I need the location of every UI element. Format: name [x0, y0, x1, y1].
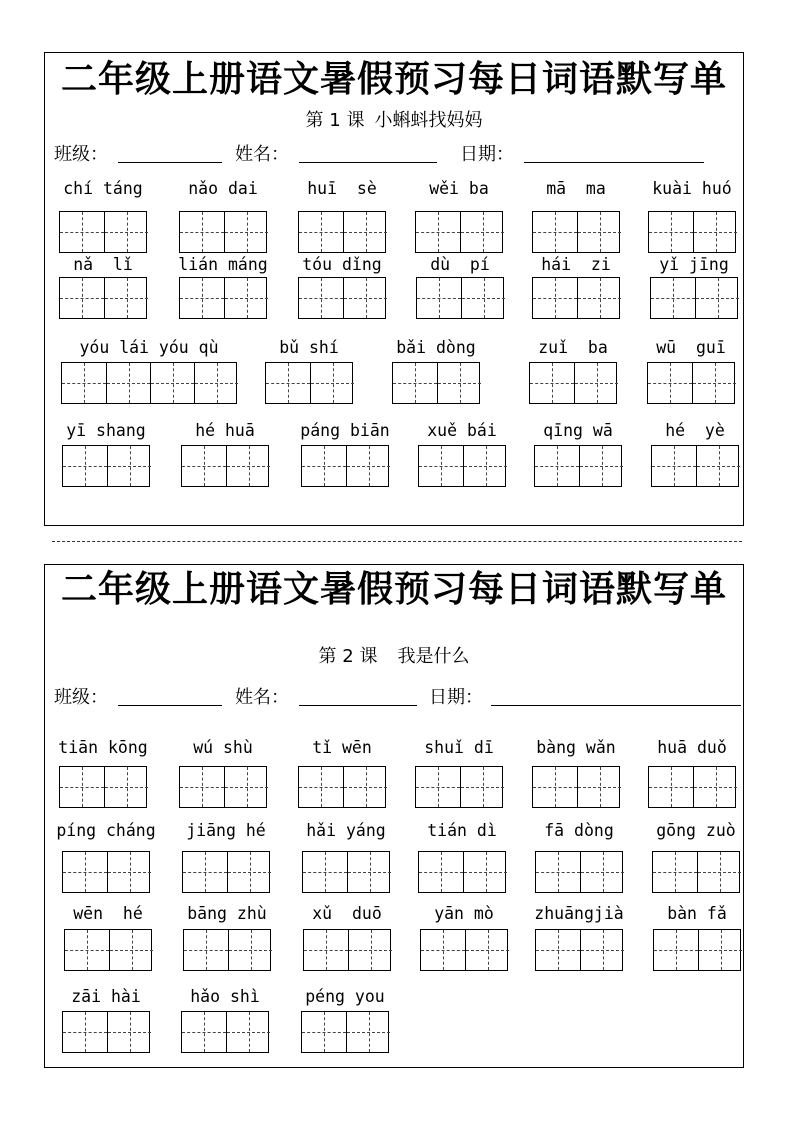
character-cell[interactable]	[266, 363, 310, 403]
character-cell[interactable]	[107, 852, 151, 892]
character-cell[interactable]	[651, 278, 695, 318]
pinyin-label: qīng wā	[543, 421, 613, 440]
character-cell[interactable]	[652, 446, 696, 486]
tianzige-writing-box[interactable]	[182, 851, 270, 893]
pinyin-label: zāi hài	[71, 987, 141, 1006]
character-cell[interactable]	[419, 446, 463, 486]
pinyin-label: huā duǒ	[657, 738, 727, 757]
character-cell[interactable]	[693, 212, 737, 252]
pinyin-label: wēn hé	[73, 904, 143, 923]
character-cell[interactable]	[63, 1012, 107, 1052]
tianzige-writing-box[interactable]	[301, 1011, 389, 1053]
character-cell[interactable]	[577, 212, 621, 252]
character-cell[interactable]	[65, 930, 109, 970]
character-cell[interactable]	[460, 212, 504, 252]
tianzige-writing-box[interactable]	[298, 277, 386, 319]
class-blank[interactable]	[118, 162, 222, 163]
name-label: 姓名：	[235, 144, 289, 165]
character-cell[interactable]	[419, 852, 463, 892]
character-cell[interactable]	[182, 446, 226, 486]
pinyin-label: wú shù	[193, 738, 253, 757]
tianzige-writing-box[interactable]	[179, 766, 267, 808]
character-cell[interactable]	[536, 930, 580, 970]
character-cell[interactable]	[310, 363, 354, 403]
pinyin-label: wěi ba	[429, 179, 489, 198]
tianzige-writing-box[interactable]	[420, 929, 508, 971]
character-cell[interactable]	[653, 852, 697, 892]
pinyin-label: tiān kōng	[58, 738, 148, 757]
character-cell[interactable]	[107, 446, 151, 486]
pinyin-label: tǐ wēn	[312, 738, 372, 757]
character-cell[interactable]	[533, 212, 577, 252]
pinyin-label: gōng zuò	[656, 821, 736, 840]
tianzige-writing-box[interactable]	[301, 445, 389, 487]
worksheet-lesson-2	[44, 564, 744, 1068]
lesson-number: 第 2 课	[318, 646, 378, 667]
pinyin-label: bǔ shí	[279, 338, 339, 357]
character-cell[interactable]	[577, 278, 621, 318]
character-cell[interactable]	[580, 930, 624, 970]
character-cell[interactable]	[228, 930, 272, 970]
student-info-row	[54, 686, 744, 712]
tianzige-writing-box[interactable]	[59, 211, 147, 253]
character-cell[interactable]	[698, 930, 742, 970]
character-cell[interactable]	[649, 212, 693, 252]
character-cell[interactable]	[465, 930, 509, 970]
character-cell[interactable]	[104, 278, 148, 318]
date-blank[interactable]	[524, 162, 704, 163]
lesson-heading	[45, 646, 743, 668]
character-cell[interactable]	[343, 767, 387, 807]
character-cell[interactable]	[416, 212, 460, 252]
character-cell[interactable]	[194, 363, 238, 403]
character-cell[interactable]	[106, 363, 150, 403]
character-cell[interactable]	[150, 363, 194, 403]
lesson-heading	[45, 110, 743, 132]
character-cell[interactable]	[417, 278, 461, 318]
character-cell[interactable]	[574, 363, 618, 403]
tianzige-writing-box[interactable]	[265, 362, 353, 404]
lesson-title: 我是什么	[397, 646, 470, 667]
character-cell[interactable]	[535, 446, 579, 486]
character-cell[interactable]	[180, 212, 224, 252]
tianzige-writing-box[interactable]	[650, 277, 738, 319]
character-cell[interactable]	[463, 446, 507, 486]
name-blank[interactable]	[299, 705, 417, 706]
tianzige-writing-box[interactable]	[179, 211, 267, 253]
character-cell[interactable]	[536, 852, 580, 892]
character-cell[interactable]	[224, 767, 268, 807]
pinyin-label: hái zi	[541, 255, 611, 274]
character-cell[interactable]	[60, 278, 104, 318]
character-cell[interactable]	[62, 363, 106, 403]
character-cell[interactable]	[393, 363, 437, 403]
tianzige-writing-box[interactable]	[62, 851, 150, 893]
pinyin-label: xuě bái	[427, 421, 497, 440]
pinyin-label: bāng zhù	[187, 904, 267, 923]
worksheet-lesson-1	[44, 52, 744, 526]
tianzige-writing-box[interactable]	[418, 445, 506, 487]
pinyin-label: chí táng	[63, 179, 143, 198]
pinyin-label: jiāng hé	[186, 821, 266, 840]
character-cell[interactable]	[226, 1012, 270, 1052]
tianzige-writing-box[interactable]	[61, 362, 237, 404]
character-cell[interactable]	[697, 852, 741, 892]
pinyin-label: wū guī	[656, 338, 726, 357]
tianzige-writing-box[interactable]	[181, 1011, 269, 1053]
character-cell[interactable]	[579, 446, 623, 486]
character-cell[interactable]	[107, 1012, 151, 1052]
pinyin-label: bàn fǎ	[667, 904, 727, 923]
character-cell[interactable]	[183, 852, 227, 892]
pinyin-label: hé yè	[665, 421, 725, 440]
character-cell[interactable]	[437, 363, 481, 403]
pinyin-label: bàng wǎn	[536, 738, 616, 757]
tianzige-writing-box[interactable]	[416, 277, 504, 319]
character-cell[interactable]	[184, 930, 228, 970]
name-label: 姓名：	[235, 687, 289, 708]
character-cell[interactable]	[648, 363, 692, 403]
character-cell[interactable]	[227, 852, 271, 892]
tianzige-writing-box[interactable]	[648, 766, 736, 808]
tianzige-writing-box[interactable]	[648, 211, 736, 253]
character-cell[interactable]	[343, 278, 387, 318]
character-cell[interactable]	[695, 278, 739, 318]
pinyin-label: hǎo shì	[190, 987, 260, 1006]
character-cell[interactable]	[304, 930, 348, 970]
lesson-title: 小蝌蚪找妈妈	[374, 110, 483, 131]
character-cell[interactable]	[109, 930, 153, 970]
character-cell[interactable]	[460, 767, 504, 807]
pinyin-label: zuǐ ba	[538, 338, 608, 357]
character-cell[interactable]	[180, 278, 224, 318]
character-cell[interactable]	[463, 852, 507, 892]
pinyin-label: nǎ lǐ	[73, 255, 133, 274]
character-cell[interactable]	[533, 278, 577, 318]
tianzige-writing-box[interactable]	[534, 445, 622, 487]
character-cell[interactable]	[299, 767, 343, 807]
pinyin-label: zhuāngjià	[534, 904, 624, 923]
character-cell[interactable]	[60, 212, 104, 252]
character-cell[interactable]	[347, 852, 391, 892]
character-cell[interactable]	[461, 278, 505, 318]
character-cell[interactable]	[302, 446, 346, 486]
class-label: 班级：	[54, 687, 108, 708]
tianzige-writing-box[interactable]	[647, 362, 735, 404]
character-cell[interactable]	[63, 446, 107, 486]
character-cell[interactable]	[696, 446, 740, 486]
character-cell[interactable]	[104, 767, 148, 807]
character-cell[interactable]	[343, 212, 387, 252]
character-cell[interactable]	[533, 767, 577, 807]
tianzige-writing-box[interactable]	[532, 211, 620, 253]
pinyin-label: bǎi dòng	[396, 338, 476, 357]
pinyin-label: hǎi yáng	[306, 821, 386, 840]
tianzige-writing-box[interactable]	[651, 445, 739, 487]
pinyin-label: páng biān	[300, 421, 390, 440]
name-blank[interactable]	[299, 162, 437, 163]
pinyin-label: tóu dǐng	[302, 255, 382, 274]
pinyin-label: tián dì	[427, 821, 497, 840]
worksheet-title: 二年级上册语文暑假预习每日词语默写单	[60, 568, 727, 610]
tianzige-writing-box[interactable]	[59, 277, 147, 319]
character-cell[interactable]	[654, 930, 698, 970]
pinyin-label: huī sè	[307, 179, 377, 198]
pinyin-label: fā dòng	[544, 821, 614, 840]
tianzige-writing-box[interactable]	[62, 445, 150, 487]
date-blank[interactable]	[491, 705, 741, 706]
character-cell[interactable]	[63, 852, 107, 892]
pinyin-label: xǔ duō	[312, 904, 382, 923]
tianzige-writing-box[interactable]	[418, 851, 506, 893]
tianzige-writing-box[interactable]	[415, 211, 503, 253]
tianzige-writing-box[interactable]	[303, 929, 391, 971]
character-cell[interactable]	[348, 930, 392, 970]
tianzige-writing-box[interactable]	[535, 929, 623, 971]
tianzige-writing-box[interactable]	[62, 1011, 150, 1053]
pinyin-label: yóu lái yóu qù	[79, 338, 219, 357]
tianzige-writing-box[interactable]	[415, 766, 503, 808]
pinyin-label: píng cháng	[56, 821, 156, 840]
character-cell[interactable]	[299, 212, 343, 252]
character-cell[interactable]	[416, 767, 460, 807]
character-cell[interactable]	[299, 278, 343, 318]
tianzige-writing-box[interactable]	[302, 851, 390, 893]
tianzige-writing-box[interactable]	[535, 851, 623, 893]
class-label: 班级：	[54, 144, 108, 165]
pinyin-label: mā ma	[546, 179, 606, 198]
worksheet-title: 二年级上册语文暑假预习每日词语默写单	[60, 58, 727, 100]
character-cell[interactable]	[577, 767, 621, 807]
character-cell[interactable]	[60, 767, 104, 807]
character-cell[interactable]	[580, 852, 624, 892]
character-cell[interactable]	[182, 1012, 226, 1052]
tianzige-writing-box[interactable]	[183, 929, 271, 971]
tianzige-writing-box[interactable]	[532, 277, 620, 319]
character-cell[interactable]	[224, 278, 268, 318]
tianzige-writing-box[interactable]	[64, 929, 152, 971]
tianzige-writing-box[interactable]	[653, 929, 741, 971]
pinyin-label: shuǐ dī	[424, 738, 494, 757]
character-cell[interactable]	[346, 1012, 390, 1052]
tianzige-writing-box[interactable]	[181, 445, 269, 487]
pinyin-label: yī shang	[66, 421, 146, 440]
tianzige-writing-box[interactable]	[652, 851, 740, 893]
tianzige-writing-box[interactable]	[392, 362, 480, 404]
character-cell[interactable]	[224, 212, 268, 252]
character-cell[interactable]	[693, 767, 737, 807]
character-cell[interactable]	[302, 1012, 346, 1052]
pinyin-label: lián máng	[178, 255, 268, 274]
tianzige-writing-box[interactable]	[532, 766, 620, 808]
tianzige-writing-box[interactable]	[59, 766, 147, 808]
pinyin-label: yān mò	[434, 904, 494, 923]
character-cell[interactable]	[346, 446, 390, 486]
pinyin-label: péng you	[305, 987, 385, 1006]
date-label: 日期：	[460, 144, 514, 165]
pinyin-label: dù pí	[430, 255, 490, 274]
character-cell[interactable]	[421, 930, 465, 970]
tianzige-writing-box[interactable]	[179, 277, 267, 319]
tianzige-writing-box[interactable]	[529, 362, 617, 404]
tianzige-writing-box[interactable]	[298, 766, 386, 808]
pinyin-label: kuài huó	[652, 179, 732, 198]
student-info-row	[54, 143, 734, 169]
character-cell[interactable]	[649, 767, 693, 807]
date-label: 日期：	[429, 687, 483, 708]
character-cell[interactable]	[180, 767, 224, 807]
character-cell[interactable]	[226, 446, 270, 486]
character-cell[interactable]	[303, 852, 347, 892]
lesson-number: 第 1 课	[305, 110, 365, 131]
cut-line	[52, 541, 742, 542]
pinyin-label: nǎo dai	[188, 179, 258, 198]
character-cell[interactable]	[530, 363, 574, 403]
class-blank[interactable]	[118, 705, 222, 706]
pinyin-label: yǐ jīng	[659, 255, 729, 274]
character-cell[interactable]	[692, 363, 736, 403]
pinyin-label: hé huā	[195, 421, 255, 440]
character-cell[interactable]	[104, 212, 148, 252]
tianzige-writing-box[interactable]	[298, 211, 386, 253]
